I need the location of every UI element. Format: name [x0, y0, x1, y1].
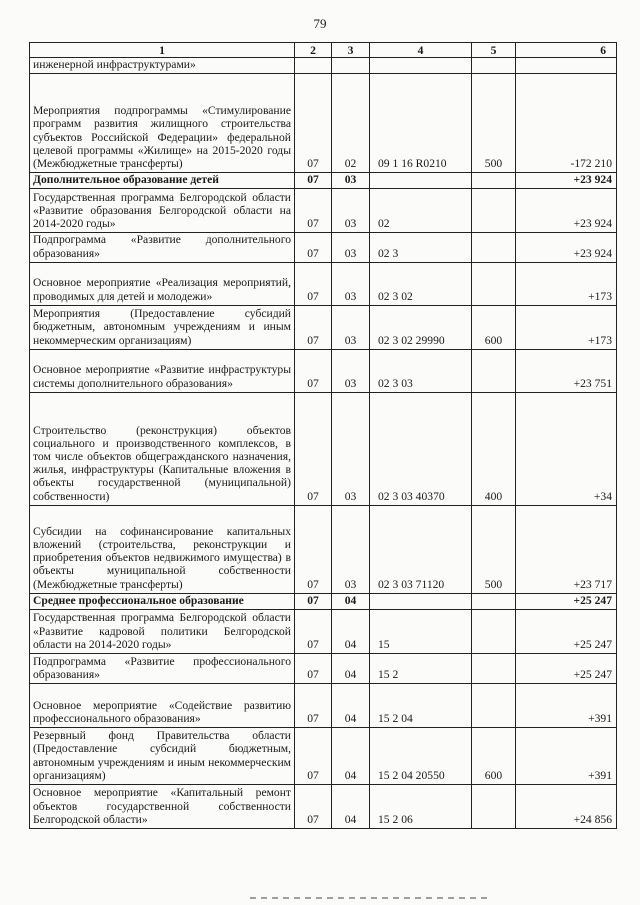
row-expense-type: 600: [472, 728, 516, 785]
row-target-code: 02: [370, 189, 472, 233]
row-expense-type: [472, 173, 516, 189]
row-subsection: 03: [332, 305, 370, 349]
table-row: [30, 233, 617, 262]
row-section: 07: [295, 233, 332, 262]
table-row: [30, 684, 617, 728]
budget-table: [29, 42, 617, 829]
row-section: 07: [295, 305, 332, 349]
row-section: 07: [295, 189, 332, 233]
row-target-code: 15: [370, 610, 472, 654]
header-col-subsection: 3: [332, 43, 370, 58]
row-amount: +25 247: [516, 654, 617, 684]
row-amount: +391: [516, 728, 617, 785]
row-amount: -172 210: [516, 74, 617, 173]
row-expense-type: [472, 610, 516, 654]
row-target-code: 15 2 04 20550: [370, 728, 472, 785]
row-expense-type: [472, 654, 516, 684]
row-section: 07: [295, 610, 332, 654]
row-description: Государственная программа Белгородской области «Развитие кадровой политики Белгородской области на 2014-2020 годы»: [30, 610, 295, 654]
row-section: 07: [295, 74, 332, 173]
row-section: 07: [295, 684, 332, 728]
row-subsection: 03: [332, 349, 370, 392]
row-description: Мероприятия подпрограммы «Стимулирование программ развития жилищного строительства субъектов Российской Федерации» федеральной целевой программы «Жилище» на 2015-2020 годы (Межбюджетные трансферты): [30, 74, 295, 173]
row-target-code: 15 2 04: [370, 684, 472, 728]
row-section: 07: [295, 173, 332, 189]
row-subsection: 03: [332, 173, 370, 189]
row-target-code: [370, 58, 472, 74]
row-section: 07: [295, 262, 332, 305]
row-amount: +173: [516, 305, 617, 349]
header-col-section: 2: [295, 43, 332, 58]
row-section: 07: [295, 392, 332, 505]
row-amount: +23 717: [516, 505, 617, 593]
row-subsection: 03: [332, 262, 370, 305]
row-target-code: 02 3 02 29990: [370, 305, 472, 349]
row-amount: +25 247: [516, 610, 617, 654]
row-expense-type: 500: [472, 505, 516, 593]
row-subsection: 03: [332, 392, 370, 505]
row-target-code: 02 3 02: [370, 262, 472, 305]
row-description: Основное мероприятие «Капитальный ремонт объектов государственной собственности Белгородской области»: [30, 785, 295, 829]
row-description: Дополнительное образование детей: [30, 173, 295, 189]
row-amount: +173: [516, 262, 617, 305]
table-row: [30, 654, 617, 684]
row-section: [295, 58, 332, 74]
row-expense-type: 600: [472, 305, 516, 349]
row-expense-type: [472, 58, 516, 74]
row-amount: +23 924: [516, 233, 617, 262]
row-amount: +23 751: [516, 349, 617, 392]
row-subsection: 03: [332, 505, 370, 593]
header-col-expense-type: 5: [472, 43, 516, 58]
row-section: 07: [295, 728, 332, 785]
row-target-code: 02 3 03 71120: [370, 505, 472, 593]
row-description: Государственная программа Белгородской области «Развитие образования Белгородской области на 2014-2020 годы»: [30, 189, 295, 233]
row-expense-type: [472, 785, 516, 829]
row-amount: +24 856: [516, 785, 617, 829]
row-subsection: 03: [332, 189, 370, 233]
row-subsection: 04: [332, 684, 370, 728]
row-expense-type: [472, 189, 516, 233]
row-amount: +23 924: [516, 173, 617, 189]
row-expense-type: [472, 593, 516, 609]
row-description: Мероприятия (Предоставление субсидий бюджетным, автономным учреждениям и иным некоммерческим организациям): [30, 305, 295, 349]
table-row: [30, 305, 617, 349]
row-expense-type: [472, 684, 516, 728]
row-description: Среднее профессиональное образование: [30, 593, 295, 609]
row-target-code: 02 3 03 40370: [370, 392, 472, 505]
row-subsection: 03: [332, 233, 370, 262]
row-target-code: 15 2: [370, 654, 472, 684]
row-section: 07: [295, 593, 332, 609]
row-description: Подпрограмма «Развитие профессионального образования»: [30, 654, 295, 684]
row-target-code: 09 1 16 R0210: [370, 74, 472, 173]
scan-artifact: [250, 897, 490, 899]
table-row: [30, 610, 617, 654]
row-section: 07: [295, 505, 332, 593]
row-description: Субсидии на софинансирование капитальных вложений (строительства, реконструкции и приобретения объектов недвижимого имущества) в объекты муниципальной собственности (Межбюджетные трансферты): [30, 505, 295, 593]
row-subsection: 02: [332, 74, 370, 173]
table-row: [30, 58, 617, 74]
row-target-code: 15 2 06: [370, 785, 472, 829]
row-expense-type: [472, 233, 516, 262]
table-row: [30, 505, 617, 593]
row-amount: +34: [516, 392, 617, 505]
row-amount: +25 247: [516, 593, 617, 609]
row-subsection: 04: [332, 728, 370, 785]
header-row: [30, 43, 617, 58]
row-section: 07: [295, 654, 332, 684]
row-subsection: 04: [332, 593, 370, 609]
page-number: 79: [313, 16, 327, 31]
table-row: [30, 392, 617, 505]
row-target-code: [370, 593, 472, 609]
row-expense-type: [472, 262, 516, 305]
row-expense-type: 400: [472, 392, 516, 505]
table-row: [30, 785, 617, 829]
table-row: [30, 173, 617, 189]
table-row: [30, 74, 617, 173]
row-expense-type: [472, 349, 516, 392]
row-target-code: [370, 173, 472, 189]
row-amount: +23 924: [516, 189, 617, 233]
header-col-target-code: 4: [370, 43, 472, 58]
row-subsection: 04: [332, 610, 370, 654]
header-col-amount: 6: [516, 43, 617, 58]
table-row: [30, 593, 617, 609]
row-description: Основное мероприятие «Развитие инфраструктуры системы дополнительного образования»: [30, 349, 295, 392]
row-amount: [516, 58, 617, 74]
table-row: [30, 728, 617, 785]
row-description: Подпрограмма «Развитие дополнительного образования»: [30, 233, 295, 262]
row-amount: +391: [516, 684, 617, 728]
row-subsection: [332, 58, 370, 74]
row-description: Строительство (реконструкция) объектов социального и производственного комплексов, в том числе объектов общегражданского назначения, жилья, инфраструктуры (Капитальные вложения в объекты государственной (муниципальной) собственности): [30, 392, 295, 505]
row-description: инженерной инфраструктурами»: [30, 58, 295, 74]
header-col-description: 1: [30, 43, 295, 58]
row-description: Основное мероприятие «Реализация мероприятий, проводимых для детей и молодежи»: [30, 262, 295, 305]
table-row: [30, 349, 617, 392]
row-target-code: 02 3: [370, 233, 472, 262]
row-subsection: 04: [332, 654, 370, 684]
table-row: [30, 189, 617, 233]
row-description: Резервный фонд Правительства области (Предоставление субсидий бюджетным, автономным учреждениям и иным некоммерческим организациям): [30, 728, 295, 785]
row-subsection: 04: [332, 785, 370, 829]
row-expense-type: 500: [472, 74, 516, 173]
row-description: Основное мероприятие «Содействие развитию профессионального образования»: [30, 684, 295, 728]
table-row: [30, 262, 617, 305]
row-target-code: 02 3 03: [370, 349, 472, 392]
row-section: 07: [295, 785, 332, 829]
row-section: 07: [295, 349, 332, 392]
